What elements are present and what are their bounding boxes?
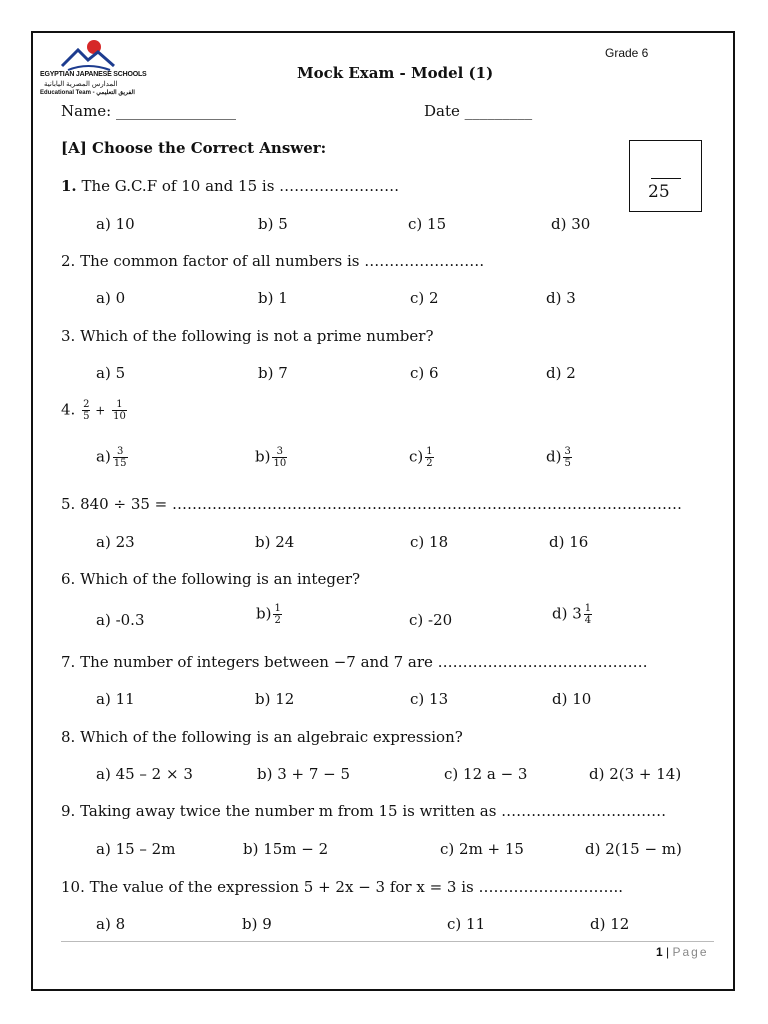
fraction: [82, 399, 90, 422]
question-9: 9. Taking away twice the number m from 15 is written as ……………………………: [61, 802, 667, 820]
fraction: [113, 446, 128, 469]
score-fraction-bar: [651, 178, 681, 179]
option-a: a) 23: [96, 533, 135, 551]
fraction: [272, 446, 287, 469]
question-6: 6. Which of the following is an integer?: [61, 570, 361, 588]
option-a: a) 10: [96, 215, 135, 233]
option-c: [409, 446, 434, 469]
option-b: b) 3 + 7 − 5: [257, 765, 351, 783]
name-field: Name: ________________: [61, 102, 236, 120]
question-text: The G.C.F of 10 and 15 is ……………………: [81, 177, 400, 195]
denominator: 2: [426, 458, 433, 469]
option-c: c) 18: [410, 533, 449, 551]
option-d: d) 12: [590, 915, 630, 933]
plus-sign: +: [95, 403, 106, 418]
question-8: 8. Which of the following is an algebraic expression?: [61, 728, 463, 746]
school-name-ar: المدارس المصرية اليابانية: [44, 81, 118, 88]
option-c: c) 12 a − 3: [444, 765, 528, 783]
question-10: 10. The value of the expression 5 + 2x − 3 for x = 3 is ………………………..: [61, 878, 624, 896]
question-1: [61, 177, 399, 195]
option-a: a) 15 – 2m: [96, 840, 176, 858]
logo-mark-icon: [58, 38, 118, 72]
denominator: 5: [83, 411, 90, 422]
option-d: d) 16: [549, 533, 589, 551]
fraction: [563, 446, 571, 469]
footer-divider: [61, 941, 714, 942]
option-c: c) 2: [410, 289, 439, 307]
option-b: b) 5: [258, 215, 288, 233]
school-name-en: EGYPTIAN JAPANESE SCHOOLS: [40, 71, 147, 78]
exam-title: Mock Exam - Model (1): [297, 64, 494, 82]
option-a: a) 11: [96, 690, 135, 708]
option-c: c) 11: [447, 915, 486, 933]
option-b: [256, 603, 282, 626]
question-number: 4.: [61, 400, 76, 419]
question-7: 7. The number of integers between −7 and 7 are ……………………………………: [61, 653, 648, 671]
option-letter: a): [96, 447, 111, 466]
fraction: [425, 446, 433, 469]
section-title: [A] Choose the Correct Answer:: [61, 139, 327, 157]
option-d: d) 2(3 + 14): [589, 765, 682, 783]
option-d: d) 2: [546, 364, 576, 382]
question-number: 1.: [61, 177, 77, 195]
score-box: [629, 140, 702, 212]
option-c: c) 6: [410, 364, 439, 382]
question-5: 5. 840 ÷ 35 = …………………………………………………………………………………………: [61, 495, 683, 513]
denominator: 10: [273, 458, 287, 469]
option-d: [546, 446, 572, 469]
option-b: [255, 446, 287, 469]
numerator: 1: [426, 446, 433, 457]
question-2: 2. The common factor of all numbers is ……………………: [61, 252, 485, 270]
option-d: d) 10: [552, 690, 592, 708]
denominator: 15: [113, 458, 127, 469]
option-c: c) -20: [409, 611, 453, 629]
denominator: 2: [274, 615, 281, 626]
fraction: [273, 603, 281, 626]
numerator: 3: [272, 446, 287, 458]
question-4: [61, 399, 127, 422]
option-a: a) 8: [96, 915, 126, 933]
option-d: d) 2(15 − m): [585, 840, 682, 858]
denominator: 4: [584, 615, 592, 626]
numerator: 3: [113, 446, 128, 458]
page-word: Page: [672, 945, 709, 959]
numerator: 3: [564, 446, 571, 457]
numerator: 1: [274, 603, 281, 614]
school-logo: [40, 38, 147, 100]
fraction: [112, 399, 127, 422]
option-c: c) 2m + 15: [440, 840, 524, 858]
option-letter: b): [255, 447, 271, 466]
date-field: Date _________: [424, 102, 533, 120]
option-a: a) 0: [96, 289, 126, 307]
option-c: c) 15: [408, 215, 447, 233]
score-denominator: 25: [648, 182, 670, 202]
option-a: a) -0.3: [96, 611, 145, 629]
option-b: b) 7: [258, 364, 288, 382]
option-b: b) 9: [242, 915, 272, 933]
page-footer: [656, 945, 709, 959]
page-number: 1: [656, 945, 663, 959]
denominator: 5: [564, 458, 571, 469]
numerator: 2: [83, 399, 90, 410]
option-b: b) 12: [255, 690, 295, 708]
option-c: c) 13: [410, 690, 449, 708]
grade-label: Grade 6: [605, 46, 649, 60]
option-a: a) 45 – 2 × 3: [96, 765, 193, 783]
option-d: d) 30: [551, 215, 591, 233]
question-3: 3. Which of the following is not a prime number?: [61, 327, 434, 345]
option-letter: d): [546, 447, 562, 466]
option-d: d) 3: [546, 289, 576, 307]
footer-separator: |: [666, 945, 670, 959]
numerator: 1: [584, 603, 592, 614]
option-letter: d) 3: [552, 604, 582, 623]
numerator: 1: [112, 399, 127, 411]
option-b: b) 1: [258, 289, 288, 307]
option-letter: c): [409, 447, 424, 466]
option-a: [96, 446, 128, 469]
denominator: 10: [113, 411, 126, 422]
option-a: a) 5: [96, 364, 126, 382]
option-b: b) 15m − 2: [243, 840, 329, 858]
option-letter: b): [256, 604, 272, 623]
team-label: Educational Team - الفريق التعليمي: [40, 90, 135, 96]
fraction: [584, 603, 592, 626]
option-d: [552, 603, 592, 626]
option-b: b) 24: [255, 533, 295, 551]
